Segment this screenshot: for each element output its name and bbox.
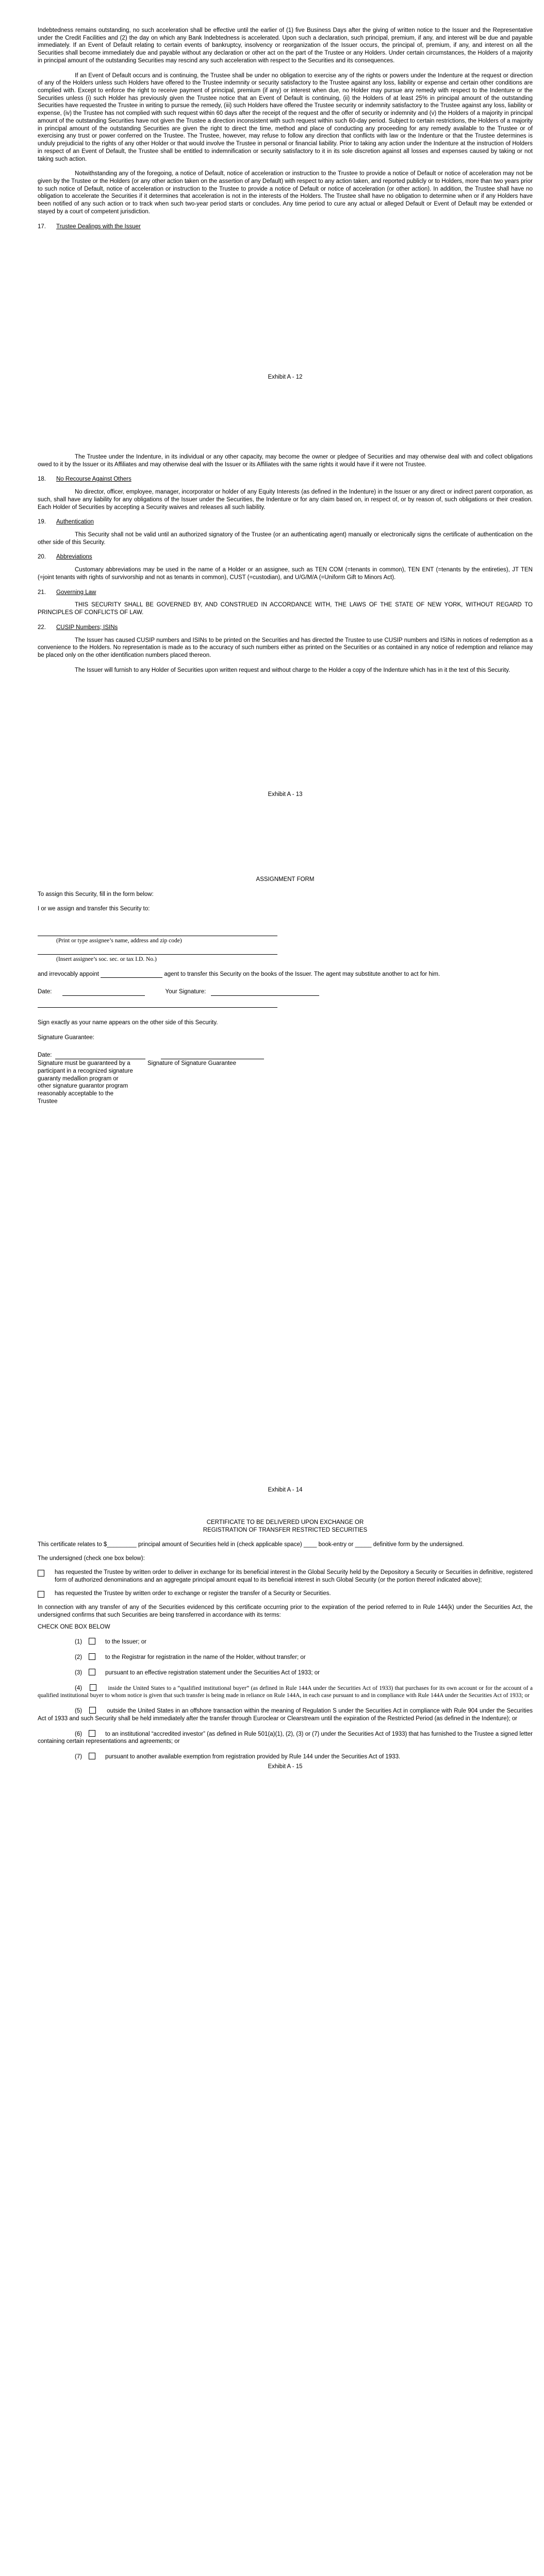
appoint-text-a: and irrevocably appoint	[38, 971, 99, 977]
page-exhibit-a-12	[38, 27, 533, 235]
transfer-option	[38, 1669, 533, 1677]
option-number: (1)	[75, 1639, 83, 1646]
option-number: (2)	[75, 1654, 83, 1661]
section-title: No Recourse Against Others	[56, 476, 131, 483]
guarantee-requirement: Signature must be guaranteed by a participant in a recognized signature guaranty medallion program or other signature guarantor program reasonably acceptable to the Trustee	[38, 1060, 133, 1105]
exhibit-label: Exhibit A - 15	[268, 1763, 303, 1770]
transfer-option	[38, 1753, 533, 1761]
option-1-checkbox[interactable]	[38, 1570, 44, 1577]
transfer-option-checkbox[interactable]	[89, 1653, 95, 1660]
option-text: to the Registrar for registration in the name of the Holder, without transfer; or	[105, 1654, 306, 1661]
section-title: Abbreviations	[56, 554, 92, 561]
guarantor-signature-caption: Signature of Signature Guarantee	[147, 1060, 236, 1067]
certificate-title-line2: REGISTRATION OF TRANSFER RESTRICTED SECURITIES	[203, 1527, 368, 1533]
paragraph-acceleration: Indebtedness remains outstanding, no such acceleration shall be effective until the earlier of (1) five Business Days after the giving of written notice to the Issuer and the Representative under the Credit Facilities and (2) the day on which any Bank Indebtedness is accelerated. Upon such a declaration, such principal, premium, if any, and interest will be due and payable immediately. If an Event of Default relating to certain events of bankruptcy, insolvency or reorganization of the Issuer occurs, the principal of, premium, if any, and interest on all the Securities shall become immediately due and payable without any declaration or other act on the part of the Trustee or any Holders. Under certain circumstances, the Holders of a majority in principal amount of the outstanding Securities may rescind any such acceleration with respect to the Securities and its consequences.	[38, 27, 533, 64]
section-18-heading	[38, 476, 533, 483]
section-20-heading	[38, 553, 533, 561]
transfer-option-checkbox[interactable]	[89, 1730, 95, 1737]
section-number: 22.	[38, 624, 46, 631]
option-text: inside the United States to a “qualified institutional buyer” (as defined in Rule 144A under the Securities Act of 1933) that purchases for its own account or for the account of a qualified institutional buyer to whom notice is given that such transfer is being made in reliance on Rule 144A, in each case pursuant to and in compliance with Rule 144A under the Securities Act of 1933; or	[38, 1685, 533, 1699]
paragraph-abbreviations: Customary abbreviations may be used in the name of a Holder or an assignee, such as TEN COM (=tenants in common), TEN ENT (=tenants by the entireties), JT TEN (=joint tenants with rights of survivorship and not as tenants in common), CUST (=custodian), and U/G/M/A (=Uniform Gift to Minors Act).	[38, 567, 533, 581]
assign-instruction: To assign this Security, fill in the form below:	[38, 891, 154, 897]
section-number: 17.	[38, 223, 46, 230]
option-number: (4)	[75, 1685, 83, 1691]
your-signature-label: Your Signature:	[165, 989, 206, 995]
connection-paragraph: In connection with any transfer of any of the Securities evidenced by this certificate occurring prior to the expiration of the period referred to in Rule 144(k) under the Securities Act, the undersigned confirms that such Securities are being transferred in accordance with its terms:	[38, 1604, 533, 1619]
transfer-option-checkbox[interactable]	[89, 1707, 96, 1714]
section-title: CUSIP Numbers; ISINs	[56, 624, 118, 631]
transfer-options-list	[38, 1638, 533, 1760]
transfer-option	[38, 1638, 533, 1646]
exhibit-label: Exhibit A - 12	[268, 374, 303, 380]
paragraph-furnish-indenture: The Issuer will furnish to any Holder of Securities upon written request and without charge to the Holder a copy of the Indenture which has in it the text of this Security.	[75, 667, 510, 673]
date-signature-row	[38, 988, 533, 996]
assignee-name-caption: (Print or type assignee’s name, address and zip code)	[56, 938, 182, 944]
sign-exactly-note: Sign exactly as your name appears on the other side of this Security.	[38, 1020, 218, 1026]
transfer-option	[38, 1653, 533, 1662]
option-text: pursuant to another available exemption from registration provided by Rule 144 under the Securities Act of 1933.	[105, 1753, 401, 1760]
date-label: Date:	[38, 989, 52, 995]
option-2-text: has requested the Trustee by written order to exchange or register the transfer of a Security or Securities.	[55, 1590, 331, 1597]
paragraph-governing-law: THIS SECURITY SHALL BE GOVERNED BY, AND CONSTRUED IN ACCORDANCE WITH, THE LAWS OF THE STATE OF NEW YORK, WITHOUT REGARD TO PRINCIPLES OF CONFLICTS OF LAW.	[38, 602, 533, 616]
assign-transfer-line: I or we assign and transfer this Security to:	[38, 906, 150, 912]
exhibit-label: Exhibit A - 14	[268, 1487, 303, 1493]
option-number: (6)	[75, 1731, 83, 1737]
guarantee-date-label: Date:	[38, 1052, 52, 1059]
appoint-text-b: agent to transfer this Security on the books of the Issuer. The agent may substitute another to act for him.	[164, 971, 440, 977]
appoint-agent-paragraph	[38, 971, 533, 978]
section-17-heading	[38, 223, 533, 231]
section-22-heading	[38, 624, 533, 632]
certificate-intro: This certificate relates to $_________ principal amount of Securities held in (check applicable space) ____ book-entry or _____ definitive form by the undersigned.	[38, 1541, 464, 1548]
option-number: (3)	[75, 1669, 83, 1676]
paragraph-cusip: The Issuer has caused CUSIP numbers and ISINs to be printed on the Securities and has directed the Trustee to use CUSIP numbers and ISINs in notices of redemption as a convenience to the Holders. No representation is made as to the accuracy of such numbers either as printed on the Securities or as contained in any notice of redemption and reliance may be placed only on the other identification numbers placed thereon.	[38, 637, 533, 658]
page-exhibit-a-15	[38, 1519, 533, 1770]
transfer-option-checkbox[interactable]	[89, 1638, 95, 1645]
section-21-heading	[38, 589, 533, 597]
section-title: Authentication	[56, 519, 94, 526]
guarantee-text-row	[38, 1060, 533, 1105]
paragraph-trustee-dealings: The Trustee under the Indenture, in its individual or any other capacity, may become the owner or pledgee of Securities and may otherwise deal with and collect obligations owed to it by the Issuer or its Affiliates and may otherwise deal with the Issuer or its Affiliates with the same rights it would have if it were not Trustee.	[38, 454, 533, 468]
transfer-option-checkbox[interactable]	[90, 1684, 96, 1691]
paragraph-authentication: This Security shall not be valid until an authorized signatory of the Trustee (or an authenticating agent) manually or electronically signs the certificate of authentication on the other side of this Security.	[38, 532, 533, 546]
option-text: to an institutional “accredited investor” (as defined in Rule 501(a)(1), (2), (3) or (7) under the Securities Act of 1933) that has furnished to the Trustee a signed letter containing certain representations and agreements; or	[38, 1731, 533, 1745]
assignment-form-title: ASSIGNMENT FORM	[256, 876, 315, 883]
transfer-option-checkbox[interactable]	[89, 1669, 95, 1675]
section-number: 18.	[38, 476, 46, 483]
option-exchange-definitive	[38, 1569, 533, 1584]
check-one-box-below: CHECK ONE BOX BELOW	[38, 1623, 110, 1630]
section-19-heading	[38, 518, 533, 526]
transfer-option	[38, 1707, 533, 1722]
check-one-instruction: The undersigned (check one box below):	[38, 1555, 145, 1562]
transfer-option	[38, 1684, 533, 1700]
option-1-text: has requested the Trustee by written order to deliver in exchange for its beneficial interest in the Global Security held by the Depository a Security or Securities in definitive, registered form of authorized denominations and an aggregate principal amount equal to its beneficial interest in such Global Security (or the portion thereof indicated above);	[55, 1569, 533, 1583]
signature-extra-line[interactable]	[38, 1007, 277, 1008]
assignee-taxid-caption: (Insert assignee’s soc. sec. or tax I.D. No.)	[56, 956, 157, 962]
guarantee-date-row	[38, 1052, 533, 1059]
option-number: (7)	[75, 1753, 83, 1760]
page-exhibit-a-13	[38, 453, 533, 674]
your-signature-line[interactable]	[211, 995, 319, 996]
section-number: 19.	[38, 519, 46, 526]
signature-guarantee-label: Signature Guarantee:	[38, 1034, 94, 1041]
option-text: to the Issuer; or	[105, 1639, 146, 1646]
transfer-option-checkbox[interactable]	[89, 1753, 95, 1759]
paragraph-no-recourse: No director, officer, employee, manager, incorporator or holder of any Equity Interests (as defined in the Indenture) in the Issuer or any direct or indirect parent corporation, as such, shall have any liability for any obligations of the Issuer under the Securities, the Indenture or for any claim based on, in respect of, or by reason of, such obligations or their creation. Each Holder of Securities by accepting a Security waives and releases all such liability.	[38, 489, 533, 511]
date-line[interactable]	[62, 995, 145, 996]
assignee-taxid-line[interactable]	[38, 954, 277, 955]
certificate-title-line1: CERTIFICATE TO BE DELIVERED UPON EXCHANGE OR	[206, 1519, 364, 1526]
paragraph-event-of-default: If an Event of Default occurs and is continuing, the Trustee shall be under no obligation to exercise any of the rights or powers under the Indenture at the request or direction of any of the Holders unless such Holders have offered to the Trustee indemnity or security satisfactory to the Trustee against any loss, liability or expense and certain other conditions are complied with. Except to enforce the right to receive payment of principal, premium (if any) or interest when due, no Holder may pursue any remedy with respect to the Indenture or the Securities unless (i) such Holder has previously given the Trustee notice that an Event of Default is continuing, (ii) the Holders of at least 25% in principal amount of the outstanding Securities have requested the Trustee in writing to pursue the remedy, (iii) such Holders have offered the Trustee security or indemnity satisfactory to the Trustee against any loss, liability or expense, (iv) the Trustee has not complied with such request within 60 days after the receipt of the request and the offer of security or indemnity and (v) the Holders of a majority in principal amount of the outstanding Securities have not given the Trustee a direction inconsistent with such request within such 60-day period. Subject to certain restrictions, the Holders of a majority in principal amount of the outstanding Securities are given the right to direct the time, method and place of conducting any proceeding for any remedy available to the Trustee or of exercising any trust or power conferred on the Trustee. The Trustee, however, may refuse to follow any direction that conflicts with law or the Indenture or that the Trustee determines is unduly prejudicial to the rights of any other Holder or that would involve the Trustee in personal or financial liability. Prior to taking any action under the Indenture at the instruction of Holders in respect of an Event of Default, the Trustee shall be entitled to indemnification or security satisfactory to it in its sole discretion against all losses and expenses caused by taking or not taking such action.	[38, 72, 533, 162]
option-register-transfer	[38, 1590, 533, 1598]
option-text: pursuant to an effective registration statement under the Securities Act of 1933; or	[105, 1669, 320, 1676]
section-number: 21.	[38, 589, 46, 596]
section-title: Governing Law	[56, 589, 96, 596]
transfer-option	[38, 1730, 533, 1745]
agent-name-line[interactable]	[101, 977, 162, 978]
exhibit-label: Exhibit A - 13	[268, 791, 303, 798]
section-title: Trustee Dealings with the Issuer	[56, 223, 141, 230]
paragraph-notwithstanding: Notwithstanding any of the foregoing, a notice of Default, notice of acceleration or instruction to the Trustee to provide a notice of Default or notice of acceleration may not be given by the Trustee or the Holders (or any other action taken on the assertion of any Default) with respect to any action taken, and reported publicly or to Holders, more than two years prior to such notice of Default, notice of acceleration or instruction to the Trustee to provide a notice of Default or notice of acceleration (or other action). In addition, the Trustee shall have no obligation to accelerate the Securities if it determines that acceleration is not in the interests of the Holders. The Trustee shall have no obligation to determine when or if any Holders have been notified of any such action or to track when such two-year period starts or concludes. Any time period to cure any actual or alleged Default or Event of Default may be extended or stayed by a court of competent jurisdiction.	[38, 171, 533, 215]
section-number: 20.	[38, 554, 46, 561]
page-exhibit-a-14	[38, 876, 533, 1106]
option-text: outside the United States in an offshore transaction within the meaning of Regulation S under the Securities Act in compliance with Rule 904 under the Securities Act of 1933 and such Security shall be held immediately after the transfer through Euroclear or Clearstream until the expiration of the Restricted Period (as defined in the Indenture); or	[38, 1708, 533, 1722]
option-2-checkbox[interactable]	[38, 1591, 44, 1598]
option-number: (5)	[75, 1708, 83, 1715]
